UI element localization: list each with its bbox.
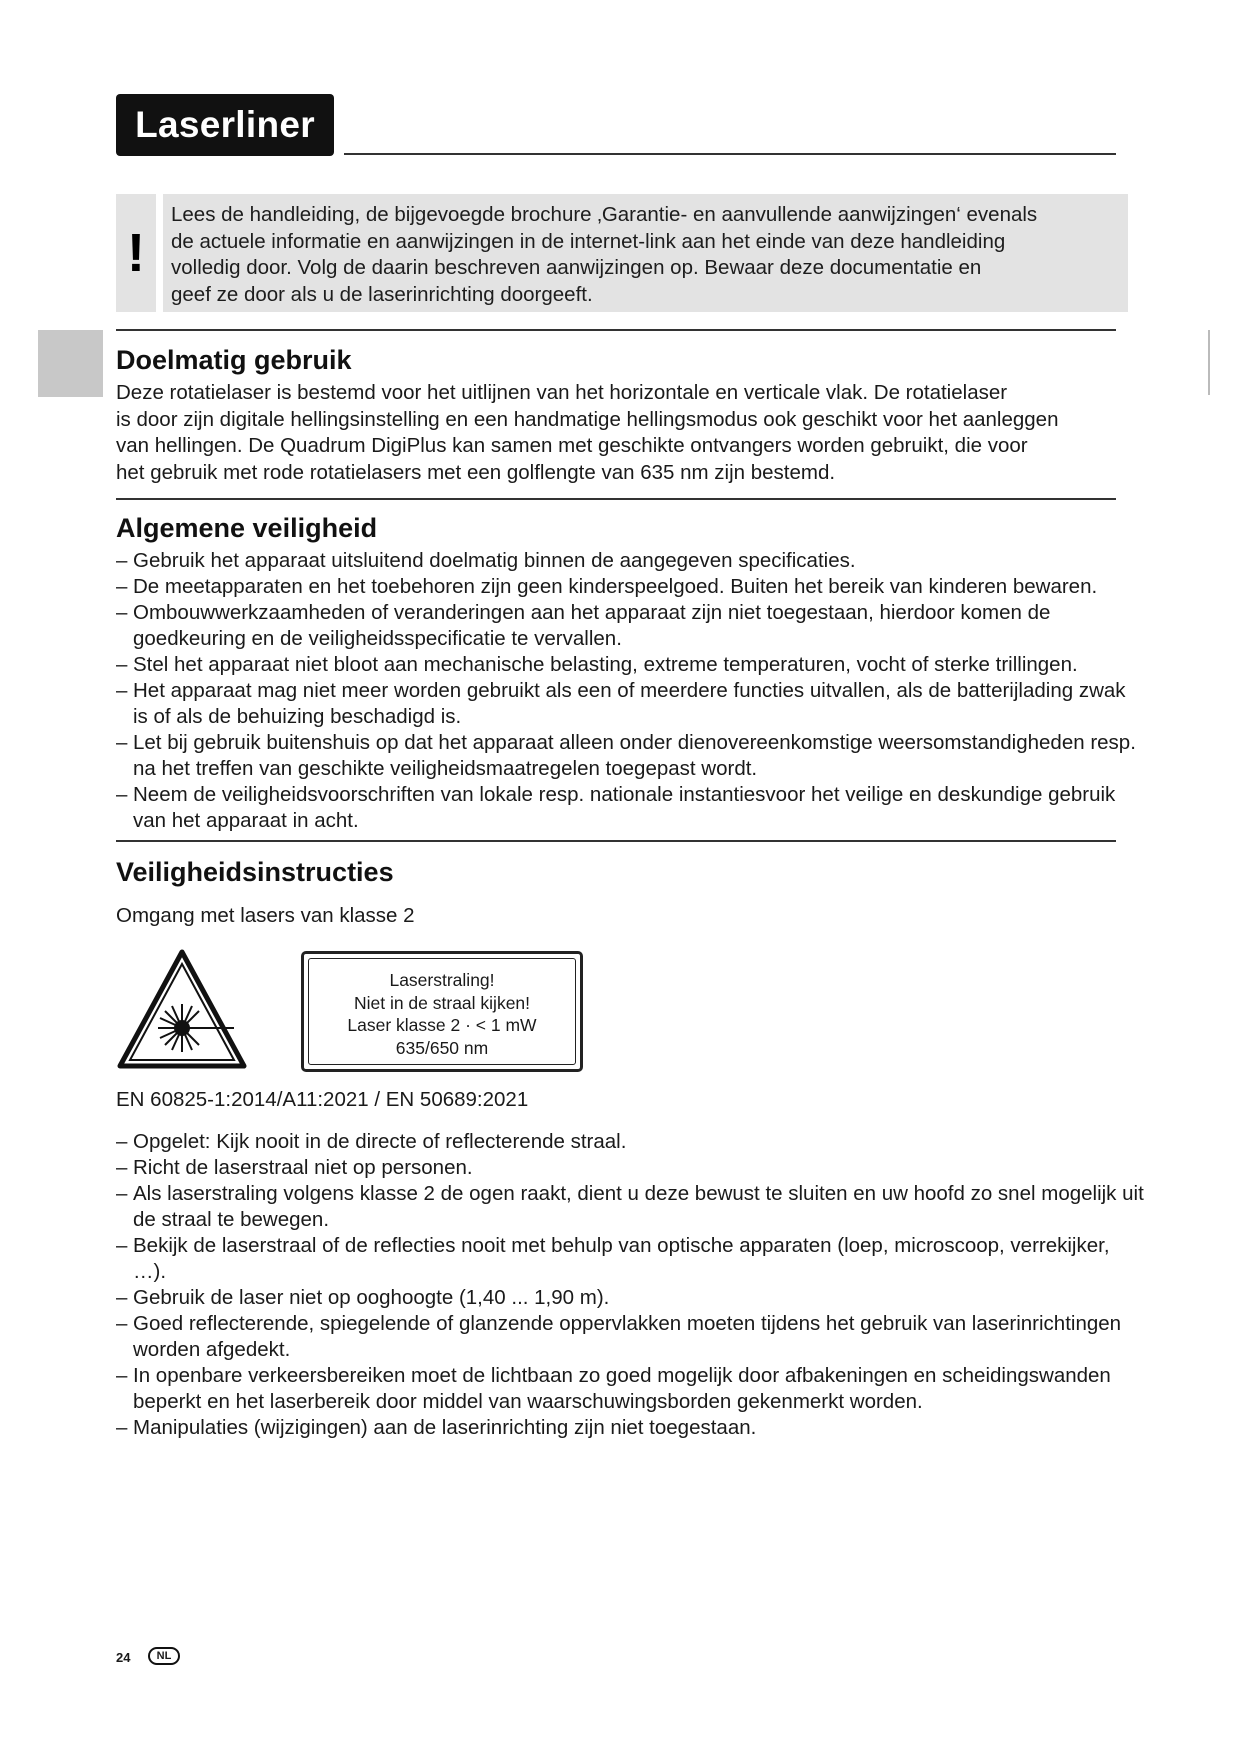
list-item: – Neem de veiligheidsvoorschriften van lokale resp. nationale instantiesvoor het veilige en deskundige gebruik van het apparaat in acht.: [116, 783, 1116, 832]
label-line: 635/650 nm: [395, 1037, 489, 1058]
notice-line: volledig door. Volg de daarin beschreven aanwijzingen op. Bewaar deze documentatie en: [171, 256, 982, 279]
list-item: – Let bij gebruik buitenshuis op dat het apparaat alleen onder dienovereenkomstige weersomstandigheden resp. na het treffen van geschikte veiligheidsmaatregelen toegepast wordt.: [116, 731, 1136, 780]
list-item: – Gebruik de laser niet op ooghoogte (1,40 ... 1,90 m).: [116, 1286, 610, 1309]
chapter-tab: [38, 330, 103, 397]
label-line: Laserstraling!: [389, 970, 495, 990]
brand-logo: Laserliner: [116, 94, 334, 156]
list-item: – Richt de laserstraal niet op personen.: [116, 1156, 473, 1179]
section-title-veiligheid: Veiligheidsinstructies: [116, 857, 394, 887]
section-rule: [116, 840, 1116, 842]
language-badge: NL: [148, 1647, 180, 1665]
text-line: van hellingen. De Quadrum DigiPlus kan samen met geschikte ontvangers worden gebruikt, die voor: [116, 434, 1028, 457]
section-subtitle: Omgang met lasers van klasse 2: [116, 904, 415, 927]
section-title-algemeen: Algemene veiligheid: [116, 513, 378, 543]
algemeen-list: [116, 548, 1146, 834]
notice-line: de actuele informatie en aanwijzingen in de internet-link aan het einde van deze handleiding: [171, 229, 1006, 253]
section-title-doelmatig: Doelmatig gebruik: [116, 345, 352, 375]
label-line: Laser klasse 2 · < 1 mW: [347, 1015, 537, 1035]
notice-side-panel: [116, 194, 163, 312]
notice-box: [116, 194, 1128, 312]
notice-text: [171, 202, 1121, 308]
exclamation-icon: !: [127, 223, 145, 283]
list-item: – Bekijk de laserstraal of de reflecties nooit met behulp van optische apparaten (loep, microscoop, verrekijker, …).: [116, 1234, 1110, 1283]
list-item: – Goed reflecterende, spiegelende of glanzende oppervlakken moeten tijdens het gebruik van laserinrichtingen worden afgedekt.: [116, 1312, 1122, 1361]
list-item: – Manipulaties (wijzigingen) aan de laserinrichting zijn niet toegestaan.: [116, 1416, 757, 1439]
laser-warning-icon: [116, 948, 248, 1070]
list-item: – Gebruik het apparaat uitsluitend doelmatig binnen de aangegeven specificaties.: [116, 549, 856, 572]
text-line: het gebruik met rode rotatielasers met een golflengte van 635 nm zijn bestemd.: [116, 460, 836, 484]
notice-line: Lees de handleiding, de bijgevoegde brochure ‚Garantie- en aanvullende aanwijzingen‘ evenals: [171, 203, 1038, 226]
list-item: – De meetapparaten en het toebehoren zijn geen kinderspeelgoed. Buiten het bereik van kinderen bewaren.: [116, 575, 1098, 598]
list-item: – In openbare verkeersbereiken moet de lichtbaan zo goed mogelijk door afbakeningen en scheidingswanden beperkt en het laserbereik door middel van waarschuwingsborden gekenmerkt worden.: [116, 1364, 1111, 1413]
page-number: 24: [116, 1650, 131, 1665]
edge-marker: [1208, 330, 1210, 395]
list-item: – Stel het apparaat niet bloot aan mechanische belasting, extreme temperaturen, vocht of sterke trillingen.: [116, 653, 1078, 676]
header-rule: [344, 153, 1116, 155]
label-line: Niet in de straal kijken!: [353, 992, 531, 1013]
list-item: – Opgelet: Kijk nooit in de directe of reflecterende straal.: [116, 1130, 627, 1153]
list-item: – Het apparaat mag niet meer worden gebruikt als een of meerdere functies uitvallen, als de batterijlading zwak is of als de behuizing beschadigd is.: [116, 679, 1126, 728]
laser-warning-label: [301, 951, 583, 1072]
text-line: is door zijn digitale hellingsinstelling en een handmatige hellingsmodus ook geschikt voor het aanleggen: [116, 407, 1059, 431]
label-inner: [308, 958, 576, 1065]
notice-line: geef ze door als u de laserinrichting doorgeeft.: [171, 282, 593, 306]
section-rule: [116, 329, 1116, 331]
section-rule: [116, 498, 1116, 500]
list-item: – Ombouwwerkzaamheden of veranderingen aan het apparaat zijn niet toegestaan, hierdoor komen de goedkeuring en de veiligheidsspecificatie te vervallen.: [116, 601, 1051, 650]
veiligheid-list: [116, 1129, 1146, 1441]
list-item: – Als laserstraling volgens klasse 2 de ogen raakt, dient u deze bewust te sluiten en uw hoofd zo snel mogelijk uit de straal te bewegen.: [116, 1182, 1144, 1231]
doelmatig-text: [116, 380, 1146, 486]
text-line: Deze rotatielaser is bestemd voor het uitlijnen van het horizontale en verticale vlak. De rotatielaser: [116, 381, 1008, 404]
standards-text: EN 60825-1:2014/A11:2021 / EN 50689:2021: [116, 1088, 529, 1111]
